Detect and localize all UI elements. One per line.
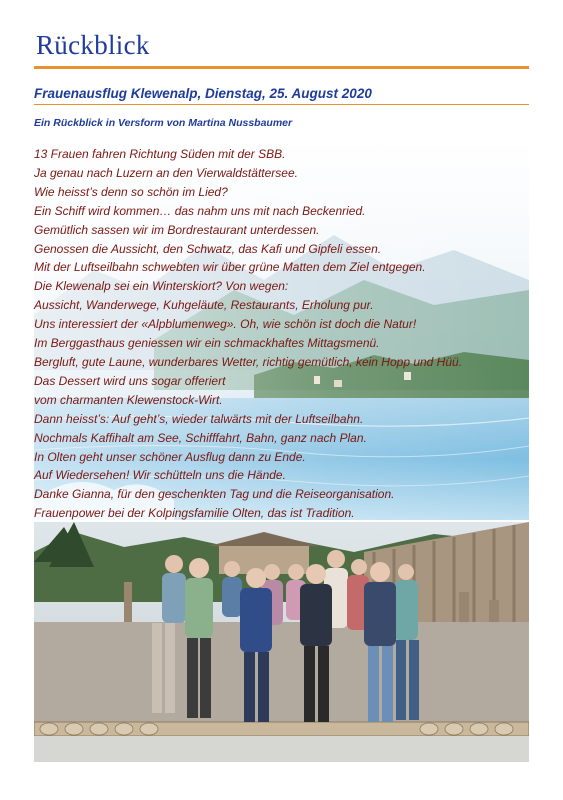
poem-line: Danke Gianna, für den geschenkten Tag und die Reiseorganisation. (34, 487, 395, 502)
poem-line: Dann heisst’s: Auf geht’s, wieder talwärts mit der Luftseilbahn. (34, 411, 364, 426)
poem-line: Auf Wiedersehen! Wir schütteln uns die Hände. (34, 468, 286, 483)
group-photo (34, 522, 529, 762)
poem-line: Die Klewenalp sei ein Winterskiort? Von wegen: (34, 279, 289, 294)
poem-line: Genossen die Aussicht, den Schwatz, das Kafi und Gipfeli essen. (34, 241, 382, 256)
article-byline: Ein Rückblick in Versform von Martina Nussbaumer (34, 117, 293, 129)
poem-line: Uns interessiert der «Alpblumenweg». Oh, wie schön ist doch die Natur! (34, 317, 417, 332)
poem-line: Das Dessert wird uns sogar offeriert (34, 373, 226, 388)
poem-line: Aussicht, Wanderwege, Kuhgeläute, Restaurants, Erholung pur. (34, 298, 374, 313)
poem-line: 13 Frauen fahren Richtung Süden mit der SBB. (34, 147, 286, 161)
poem-line: Frauenpower bei der Kolpingsfamilie Olten, das ist Tradition. (34, 506, 355, 521)
poem-line: Ein Schiff wird kommen… das nahm uns mit nach Beckenried. (34, 203, 366, 218)
poem-line: Ja genau nach Luzern an den Vierwaldstättersee. (34, 165, 298, 180)
poem-line: Bergluft, gute Laune, wunderbares Wetter, richtig gemütlich, kein Hopp und Hüü. (34, 354, 463, 369)
page-heading: Rückblick (36, 30, 150, 60)
subtitle-rule (34, 104, 529, 105)
article-subtitle: Frauenausflug Klewenalp, Dienstag, 25. August 2020 (34, 86, 372, 101)
poem-line: vom charmanten Klewenstock-Wirt. (34, 392, 223, 407)
poem-line: Nochmals Kaffihalt am See, Schifffahrt, Bahn, ganz nach Plan. (34, 430, 367, 445)
heading-rule (34, 66, 529, 69)
poem (34, 145, 529, 523)
poem-line: Gemütlich sassen wir im Bordrestaurant unterdessen. (34, 222, 320, 237)
poem-line: Wie heisst’s denn so schön im Lied? (34, 184, 228, 199)
poem-line: Mit der Luftseilbahn schwebten wir über grüne Matten dem Ziel entgegen. (34, 260, 426, 275)
poem-line: Im Berggasthaus geniessen wir ein schmackhaftes Mittagsmenü. (34, 336, 380, 351)
poem-line: In Olten geht unser schöner Ausflug dann zu Ende. (34, 449, 306, 464)
